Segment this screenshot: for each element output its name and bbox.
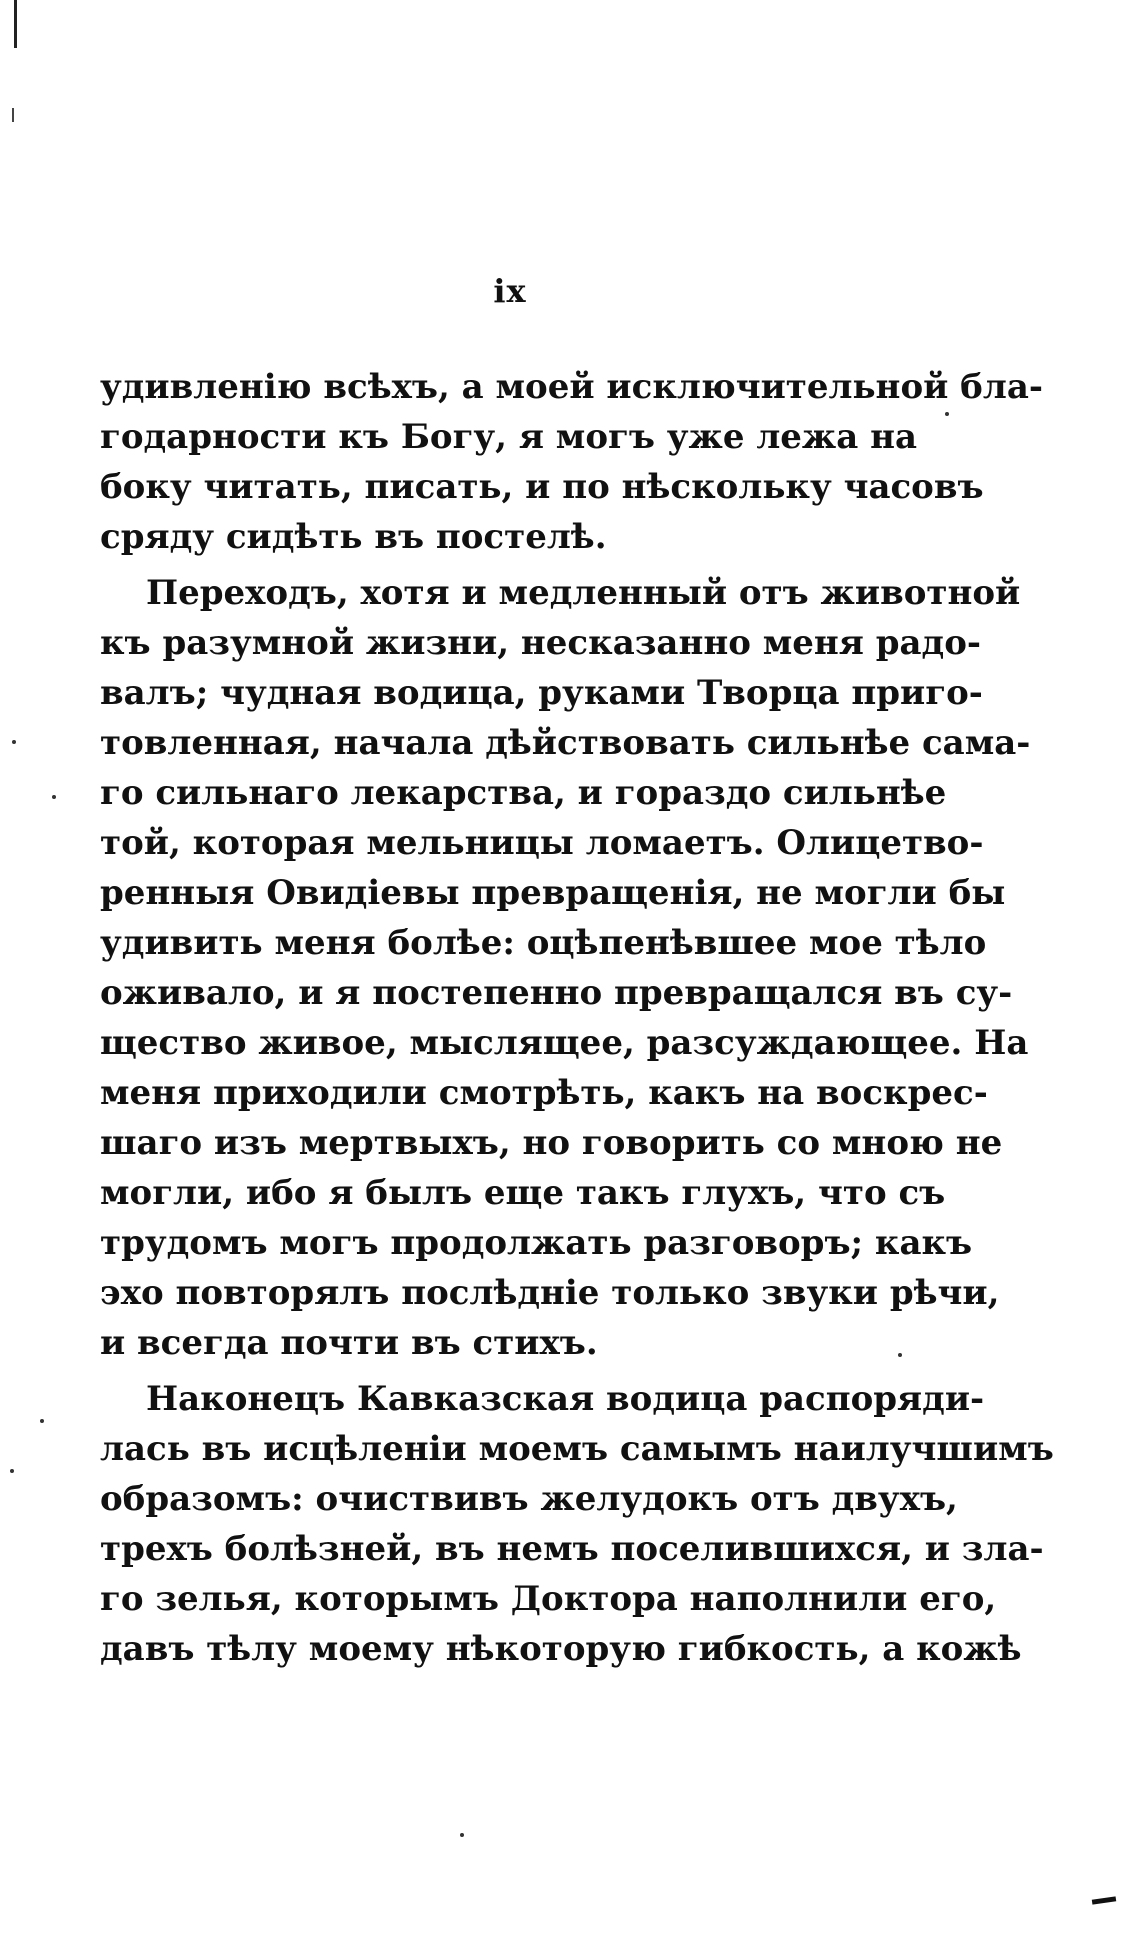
text-line: сряду сидѣть въ постелѣ.	[100, 517, 607, 557]
text-line: удивленію всѣхъ, а моей исключительной бла-	[100, 367, 1043, 407]
scan-mark	[1092, 1896, 1116, 1904]
scan-speck	[10, 1469, 14, 1473]
text-line: давъ тѣлу моему нѣкоторую гибкость, а кожѣ	[100, 1629, 1022, 1669]
paragraph	[100, 568, 1031, 1368]
page-number: ix	[493, 272, 527, 310]
text-line: оживало, и я постепенно превращался въ су-	[100, 973, 1013, 1013]
scan-speck	[12, 740, 16, 744]
text-line: валъ; чудная водица, руками Творца приго-	[100, 673, 983, 713]
text-line: трехъ болѣзней, въ немъ поселившихся, и зла-	[100, 1529, 1044, 1569]
scan-speck	[40, 1419, 44, 1423]
scan-speck	[898, 1353, 902, 1357]
scan-speck	[52, 795, 56, 799]
text-line: товленная, начала дѣйствовать сильнѣе сама-	[100, 723, 1031, 763]
text-line: ренныя Овидіевы превращенія, не могли бы	[100, 873, 1006, 913]
text-line: меня приходили смотрѣть, какъ на воскрес-	[100, 1073, 988, 1113]
text-line: шаго изъ мертвыхъ, но говорить со мною не	[100, 1123, 1003, 1163]
scan-speck	[945, 412, 949, 416]
text-line: той, которая мельницы ломаетъ. Олицетво-	[100, 823, 984, 863]
paragraph	[100, 1374, 1054, 1674]
text-line: удивить меня болѣе: оцѣпенѣвшее мое тѣло	[100, 923, 987, 963]
text-line: могли, ибо я былъ еще такъ глухъ, что съ	[100, 1173, 946, 1213]
text-line: щество живое, мыслящее, разсуждающее. На	[100, 1023, 1029, 1063]
paragraph	[100, 362, 1043, 562]
page-edge-mark	[12, 108, 14, 122]
text-line: образомъ: очиствивъ желудокъ отъ двухъ,	[100, 1479, 958, 1519]
text-line: эхо повторялъ послѣдніе только звуки рѣчи,	[100, 1273, 1000, 1313]
text-line: Наконецъ Кавказская водица распоряди-	[146, 1379, 985, 1419]
text-line: годарности къ Богу, я могъ уже лежа на	[100, 417, 918, 457]
scan-speck	[460, 1833, 464, 1837]
page-edge-rule	[14, 0, 17, 48]
text-line: Переходъ, хотя и медленный отъ животной	[146, 573, 1021, 613]
text-line: го сильнаго лекарства, и гораздо сильнѣе	[100, 773, 947, 813]
text-line: лась въ исцѣленіи моемъ самымъ наилучшимъ	[100, 1429, 1054, 1469]
text-line: и всегда почти въ стихъ.	[100, 1323, 598, 1363]
text-line: къ разумной жизни, несказанно меня радо-	[100, 623, 981, 663]
text-line: трудомъ могъ продолжать разговоръ; какъ	[100, 1223, 973, 1263]
text-line: боку читать, писать, и по нѣскольку часовъ	[100, 467, 984, 507]
text-line: го зелья, которымъ Доктора наполнили его,	[100, 1579, 997, 1619]
body-text	[100, 362, 1054, 1674]
